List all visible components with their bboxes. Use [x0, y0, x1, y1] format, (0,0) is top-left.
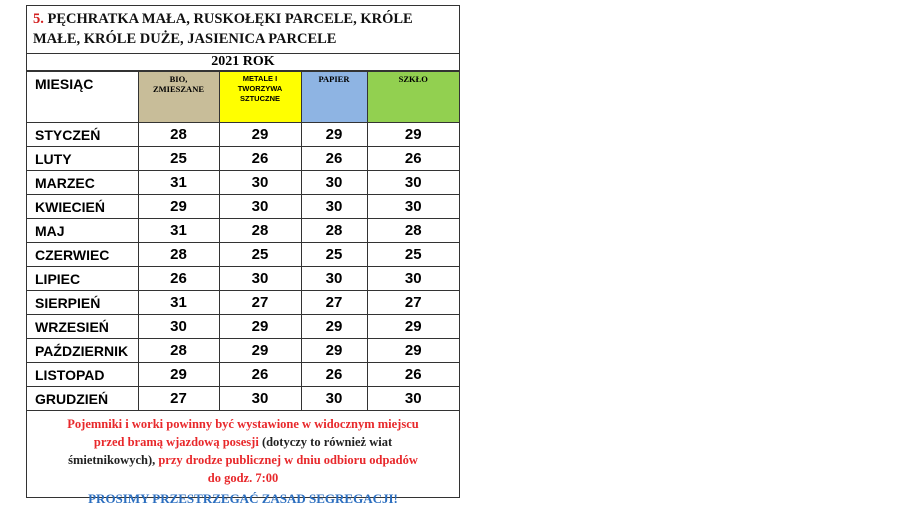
glass-day-cell: 30 [367, 387, 459, 411]
header-row [27, 72, 459, 123]
table-row [27, 219, 459, 243]
paper-day-cell: 30 [301, 171, 367, 195]
notice-line-4: do godz. 7:00 [207, 471, 279, 485]
glass-day-cell: 26 [367, 147, 459, 171]
glass-day-cell: 29 [367, 339, 459, 363]
notice-line-2: przed bramą wjazdową posesji (dotyczy to również wiat [93, 435, 393, 449]
metal-day-cell: 27 [219, 291, 301, 315]
month-cell: SIERPIEŃ [27, 291, 138, 315]
table-row [27, 267, 459, 291]
bio-day-cell: 25 [138, 147, 219, 171]
table-row [27, 363, 459, 387]
paper-day-cell: 29 [301, 315, 367, 339]
title-line-1: PĘCHRATKA MAŁA, RUSKOŁĘKI PARCELE, KRÓLE [47, 11, 413, 27]
glass-day-cell: 29 [367, 315, 459, 339]
paper-day-cell: 30 [301, 267, 367, 291]
metal-day-cell: 29 [219, 123, 301, 147]
table-row [27, 243, 459, 267]
bio-column-header: BIO, ZMIESZANE [138, 72, 219, 123]
month-column-header: MIESIĄC [27, 72, 138, 123]
glass-day-cell: 26 [367, 363, 459, 387]
bio-day-cell: 30 [138, 315, 219, 339]
metal-day-cell: 30 [219, 267, 301, 291]
paper-day-cell: 25 [301, 243, 367, 267]
month-cell: MAJ [27, 219, 138, 243]
glass-day-cell: 28 [367, 219, 459, 243]
month-cell: MARZEC [27, 171, 138, 195]
month-cell: STYCZEŃ [27, 123, 138, 147]
paper-column-header: PAPIER [301, 72, 367, 123]
paper-day-cell: 29 [301, 123, 367, 147]
glass-day-cell: 29 [367, 123, 459, 147]
table-row [27, 123, 459, 147]
bio-day-cell: 27 [138, 387, 219, 411]
metal-column-header: METALE I TWORZYWA SZTUCZNE [219, 72, 301, 123]
schedule-title [27, 6, 459, 54]
paper-day-cell: 29 [301, 339, 367, 363]
bio-day-cell: 29 [138, 195, 219, 219]
schedule-table [27, 71, 459, 411]
glass-day-cell: 30 [367, 195, 459, 219]
table-row [27, 387, 459, 411]
bio-day-cell: 26 [138, 267, 219, 291]
bio-day-cell: 28 [138, 339, 219, 363]
collection-notice [27, 411, 459, 508]
month-cell: GRUDZIEŃ [27, 387, 138, 411]
bio-day-cell: 28 [138, 243, 219, 267]
metal-day-cell: 28 [219, 219, 301, 243]
table-row [27, 315, 459, 339]
title-line-2: MAŁE, KRÓLE DUŻE, JASIENICA PARCELE [33, 31, 337, 47]
table-row [27, 147, 459, 171]
paper-day-cell: 26 [301, 363, 367, 387]
metal-day-cell: 30 [219, 387, 301, 411]
month-cell: WRZESIEŃ [27, 315, 138, 339]
bio-day-cell: 31 [138, 291, 219, 315]
glass-day-cell: 27 [367, 291, 459, 315]
paper-day-cell: 30 [301, 195, 367, 219]
glass-day-cell: 25 [367, 243, 459, 267]
notice-line-3: śmietnikowych), przy drodze publicznej w dniu odbioru odpadów [68, 453, 418, 467]
metal-day-cell: 29 [219, 315, 301, 339]
bio-day-cell: 29 [138, 363, 219, 387]
metal-day-cell: 26 [219, 363, 301, 387]
glass-day-cell: 30 [367, 267, 459, 291]
paper-day-cell: 28 [301, 219, 367, 243]
month-cell: LISTOPAD [27, 363, 138, 387]
segregation-appeal: PROSIMY PRZESTRZEGAĆ ZASAD SEGREGACJI! [88, 491, 398, 506]
table-row [27, 291, 459, 315]
month-cell: LUTY [27, 147, 138, 171]
notice-line-1: Pojemniki i worki powinny być wystawione w widocznym miejscu [67, 417, 419, 431]
bio-day-cell: 31 [138, 219, 219, 243]
paper-day-cell: 26 [301, 147, 367, 171]
glass-column-header: SZKŁO [367, 72, 459, 123]
schedule-sheet [26, 5, 460, 506]
month-cell: KWIECIEŃ [27, 195, 138, 219]
glass-day-cell: 30 [367, 171, 459, 195]
bio-day-cell: 28 [138, 123, 219, 147]
month-cell: LIPIEC [27, 267, 138, 291]
metal-day-cell: 30 [219, 171, 301, 195]
metal-day-cell: 30 [219, 195, 301, 219]
month-cell: PAŹDZIERNIK [27, 339, 138, 363]
paper-day-cell: 27 [301, 291, 367, 315]
section-number: 5. [33, 11, 44, 27]
table-row [27, 195, 459, 219]
metal-day-cell: 26 [219, 147, 301, 171]
bio-day-cell: 31 [138, 171, 219, 195]
metal-day-cell: 29 [219, 339, 301, 363]
metal-day-cell: 25 [219, 243, 301, 267]
month-cell: CZERWIEC [27, 243, 138, 267]
year-label: 2021 ROK [27, 54, 459, 71]
paper-day-cell: 30 [301, 387, 367, 411]
table-row [27, 339, 459, 363]
table-row [27, 171, 459, 195]
